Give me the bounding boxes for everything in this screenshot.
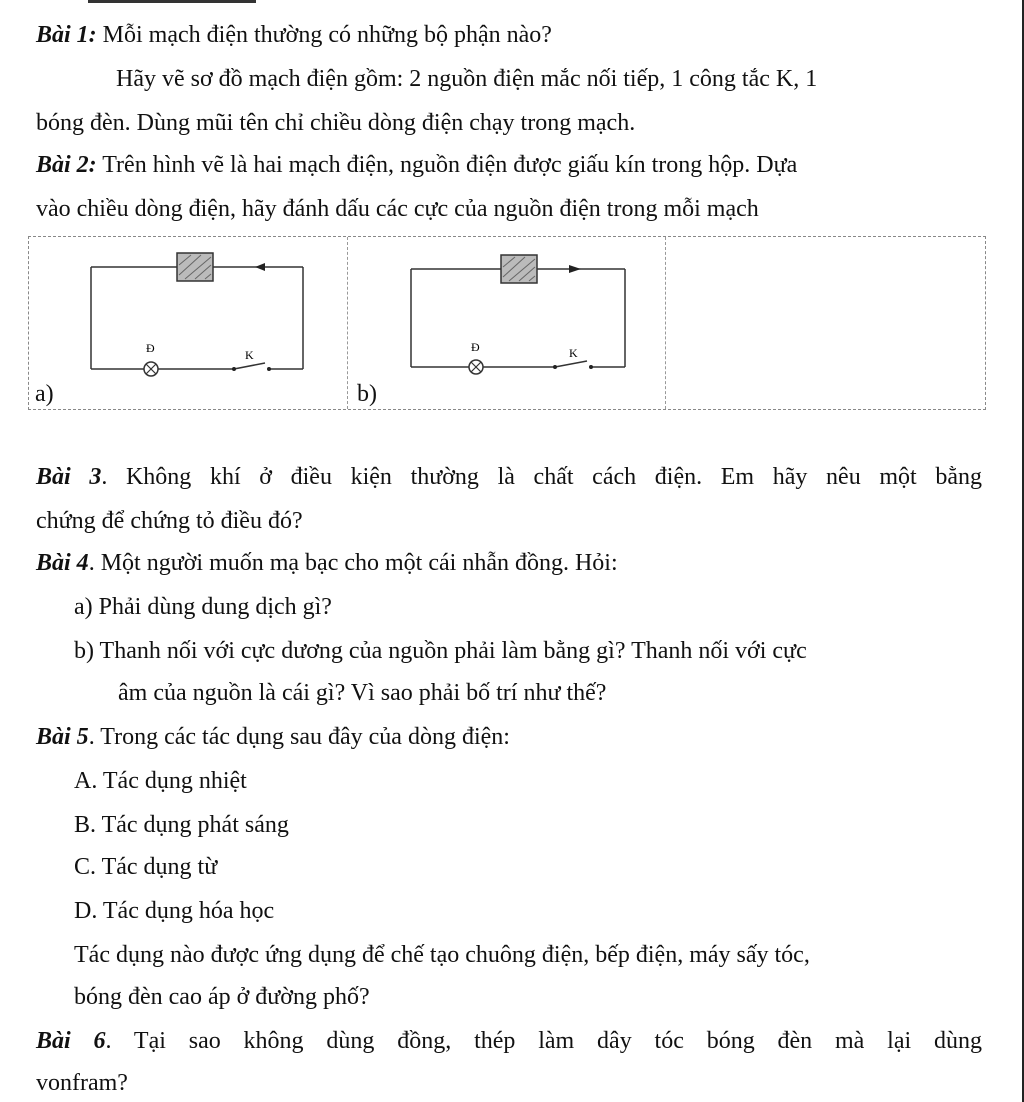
bai5-label: Bài 5 [36, 724, 89, 750]
bai6-line1 [36, 1026, 982, 1056]
bai2-text1: Trên hình vẽ là hai mạch điện, nguồn điện được giấu kín trong hộp. Dựa [96, 152, 798, 178]
bai2-line1 [36, 150, 982, 180]
lamp-b [469, 360, 483, 374]
current-arrow-a [255, 263, 265, 271]
lamp-a [144, 362, 158, 376]
bai5-option-b: B. Tác dụng phát sáng [74, 812, 289, 838]
bai2-label: Bài 2: [36, 152, 97, 178]
lamp-label-a: Đ [146, 341, 155, 355]
bai4-label: Bài 4 [36, 550, 89, 576]
switch-label-a: K [245, 348, 254, 362]
bai3-line2: chứng để chứng tỏ điều đó? [36, 508, 303, 534]
bai5-option-d: D. Tác dụng hóa học [74, 898, 275, 924]
bai5-follow-line2: bóng đèn cao áp ở đường phố? [74, 984, 370, 1010]
bai2-line2: vào chiều dòng điện, hãy đánh dấu các cực của nguồn điện trong mỗi mạch [36, 196, 759, 222]
bai5-question: . Trong các tác dụng sau đây của dòng điện: [88, 724, 510, 750]
bai4-question: . Một người muốn mạ bạc cho một cái nhẫn đồng. Hỏi: [88, 550, 618, 576]
bai1-label: Bài 1: [36, 22, 97, 48]
bai5-follow-line1: Tác dụng nào được ứng dụng để chế tạo chuông điện, bếp điện, máy sấy tóc, [74, 942, 810, 968]
bai4-part-a: a) Phải dùng dung dịch gì? [74, 594, 332, 620]
bai3-line1 [36, 462, 982, 492]
bai6-label: Bài 6 [36, 1028, 106, 1054]
bai3-label: Bài 3 [36, 464, 102, 490]
circuit-diagram-b [399, 249, 639, 379]
bai1-question-line [36, 20, 982, 50]
bai1-task-line2: bóng đèn. Dùng mũi tên chỉ chiều dòng điện chạy trong mạch. [36, 110, 636, 136]
bai5-option-a: A. Tác dụng nhiệt [74, 768, 247, 794]
figure-label-a: a) [35, 381, 54, 407]
bai6-text1: . Tại sao không dùng đồng, thép làm dây tóc bóng đèn mà lại dùng [105, 1028, 982, 1054]
figure-table [28, 236, 986, 410]
bai4-line1 [36, 548, 982, 578]
bai4-part-b-line2: âm của nguồn là cái gì? Vì sao phải bố trí như thế? [118, 680, 607, 706]
lamp-label-b: Đ [471, 340, 480, 354]
current-arrow-b [569, 265, 581, 273]
bai5-line1 [36, 722, 982, 752]
bai1-question: Mỗi mạch điện thường có những bộ phận nào? [96, 22, 552, 48]
figure-divider-1 [347, 237, 348, 409]
bai3-text1: . Không khí ở điều kiện thường là chất cách điện. Em hãy nêu một bằng [101, 464, 982, 490]
bai4-part-b-line1: b) Thanh nối với cực dương của nguồn phải làm bằng gì? Thanh nối với cực [74, 638, 807, 664]
bai1-task-line1: Hãy vẽ sơ đồ mạch điện gồm: 2 nguồn điện mắc nối tiếp, 1 công tắc K, 1 [116, 66, 818, 92]
bai6-line2: vonfram? [36, 1070, 128, 1096]
top-rule [88, 0, 256, 3]
figure-divider-2 [665, 237, 666, 409]
switch-label-b: K [569, 346, 578, 360]
figure-label-b: b) [357, 381, 377, 407]
circuit-diagram-a [79, 249, 319, 379]
bai5-option-c: C. Tác dụng từ [74, 854, 218, 880]
